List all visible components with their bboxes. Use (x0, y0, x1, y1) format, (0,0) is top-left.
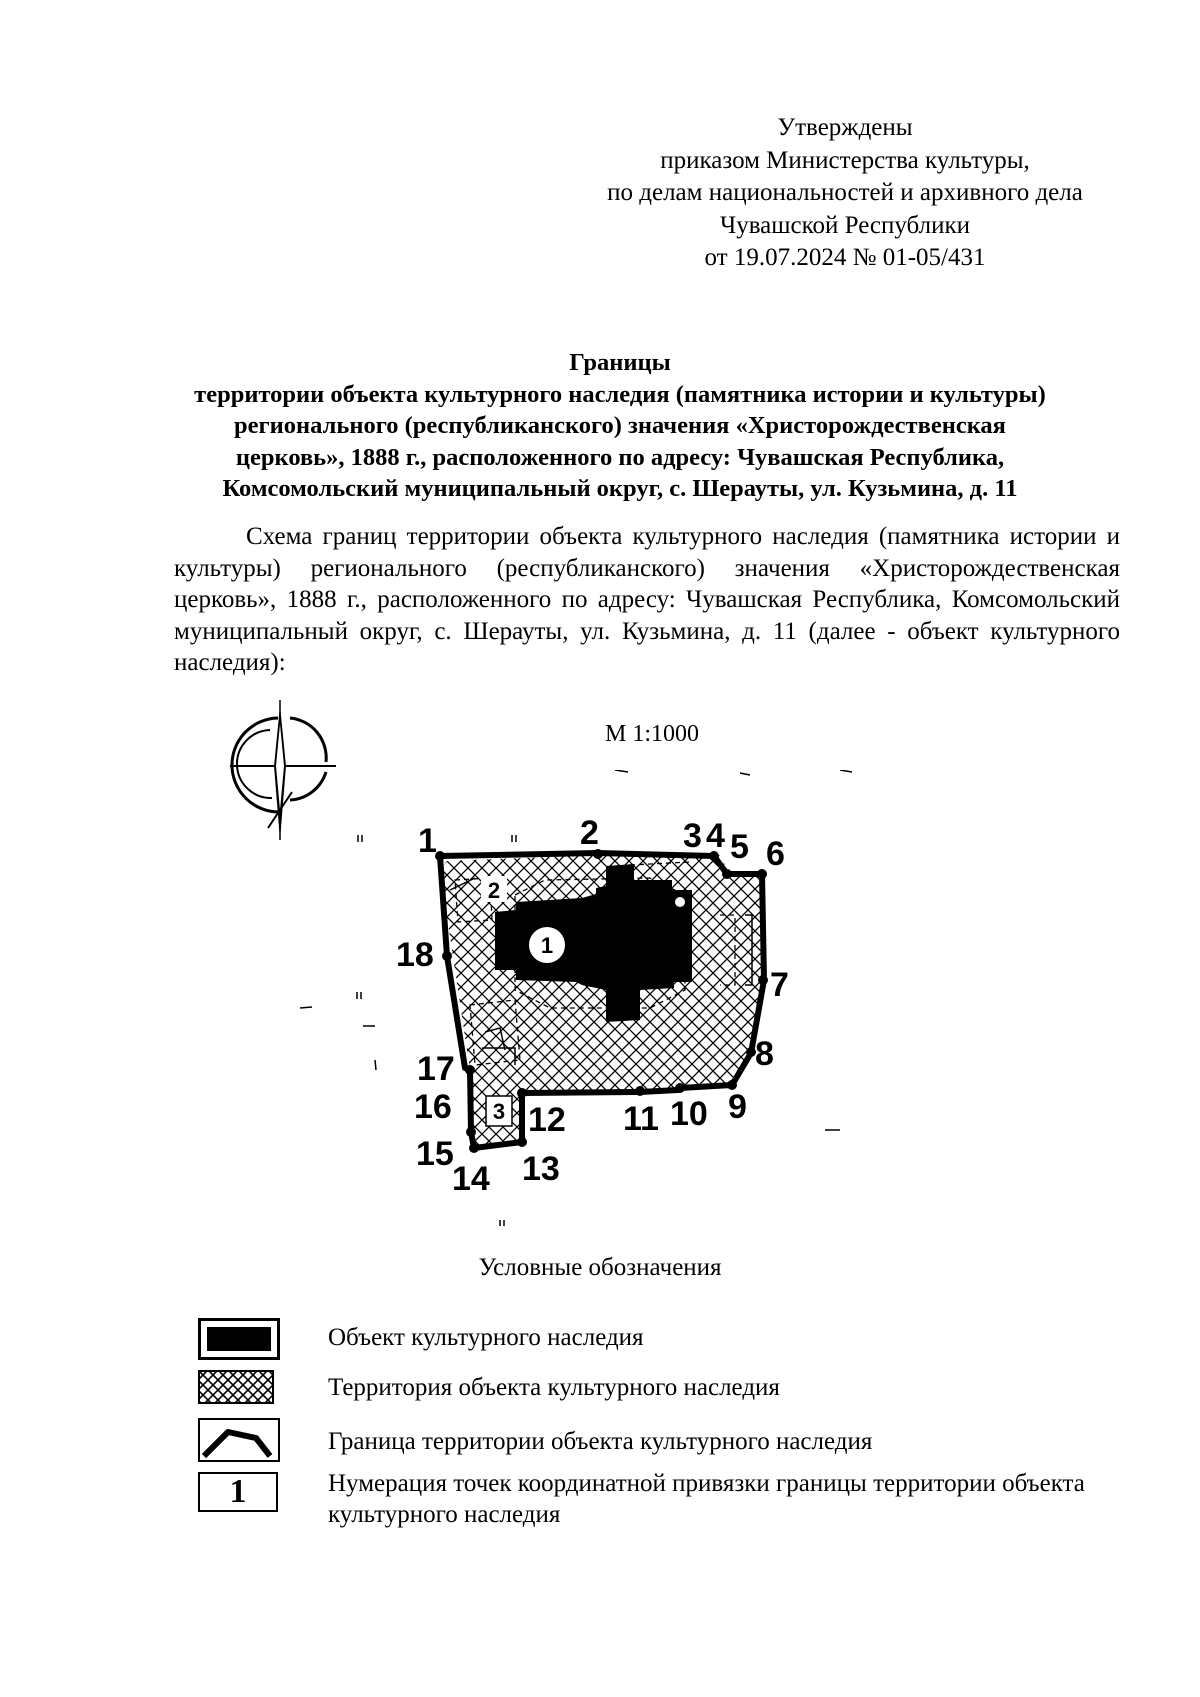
svg-text:2: 2 (487, 878, 501, 903)
point-label-3: 3 (683, 817, 702, 855)
point-label-16: 16 (414, 1088, 452, 1126)
area-marker-3 (486, 1096, 512, 1126)
point-label-10: 10 (670, 1095, 708, 1133)
point-label-11: 11 (623, 1100, 659, 1138)
heading-line: Границы (569, 349, 671, 376)
svg-text:1: 1 (540, 933, 554, 958)
approval-line: приказом Министерства культуры, (660, 146, 1030, 174)
point-label-7: 7 (770, 966, 789, 1004)
legend-title: Условные обозначения (478, 1254, 722, 1281)
legend-label: Территория объекта культурного наследия (328, 1374, 780, 1401)
legend-number-symbol: 1 (198, 1472, 278, 1512)
legend-territory-symbol (198, 1370, 274, 1404)
point-label-8: 8 (755, 1035, 774, 1073)
approval-line: от 19.07.2024 № 01-05/431 (704, 244, 986, 271)
legend-label: Объект культурного наследия (328, 1324, 644, 1351)
heading-line: территории объекта культурного наследия (памятника истории и культуры) (194, 380, 1046, 408)
heading-line: регионального (республиканского) значения «Христорождественская (234, 412, 1006, 439)
area-marker-2 (481, 876, 507, 903)
legend-label: Нумерация точек координатной привязки границы территории объекта культурного наследия (328, 1470, 1085, 1528)
legend-label: Граница территории объекта культурного наследия (328, 1428, 873, 1455)
point-label-12: 12 (528, 1101, 566, 1139)
boundary-scheme-map (300, 770, 860, 1240)
point-label-14: 14 (452, 1160, 490, 1198)
point-label-5: 5 (730, 828, 749, 866)
area-marker-1 (528, 926, 566, 964)
heading-line: Комсомольский муниципальный округ, с. Шерауты, ул. Кузьмина, д. 11 (222, 475, 1018, 502)
approval-line: Чувашской Республики (719, 211, 971, 239)
point-label-2: 2 (580, 814, 599, 852)
approval-line: Утверждены (777, 114, 913, 141)
point-label-18: 18 (396, 936, 434, 974)
approval-block (560, 112, 1130, 275)
point-label-1: 1 (418, 822, 437, 860)
point-label-17: 17 (417, 1050, 455, 1088)
approval-line: по делам национальностей и архивного дела (607, 179, 1083, 206)
point-label-15: 15 (416, 1135, 454, 1173)
point-label-6: 6 (766, 835, 785, 873)
point-label-13: 13 (522, 1150, 560, 1188)
point-label-4: 4 (706, 817, 725, 855)
svg-text:3: 3 (492, 1099, 506, 1124)
map-scale: М 1:1000 (605, 721, 700, 747)
legend-boundary-symbol (198, 1418, 280, 1462)
description-paragraph: Схема границ территории объекта культурного наследия (памятника истории и культуры) регионального (республиканского) значения «Христорождественская церковь», 1888 г., расположенного по адресу: Чувашская Республика, Комсомольский муниципальный округ, с. Шерауты, ул. Кузьмина, д. 11 (далее - объект культурного наследия): (174, 523, 1120, 676)
legend-object-symbol (198, 1318, 280, 1360)
heading-line: церковь», 1888 г., расположенного по адресу: Чувашская Республика, (235, 443, 1005, 471)
document-heading (120, 347, 1120, 505)
point-label-9: 9 (728, 1088, 747, 1126)
